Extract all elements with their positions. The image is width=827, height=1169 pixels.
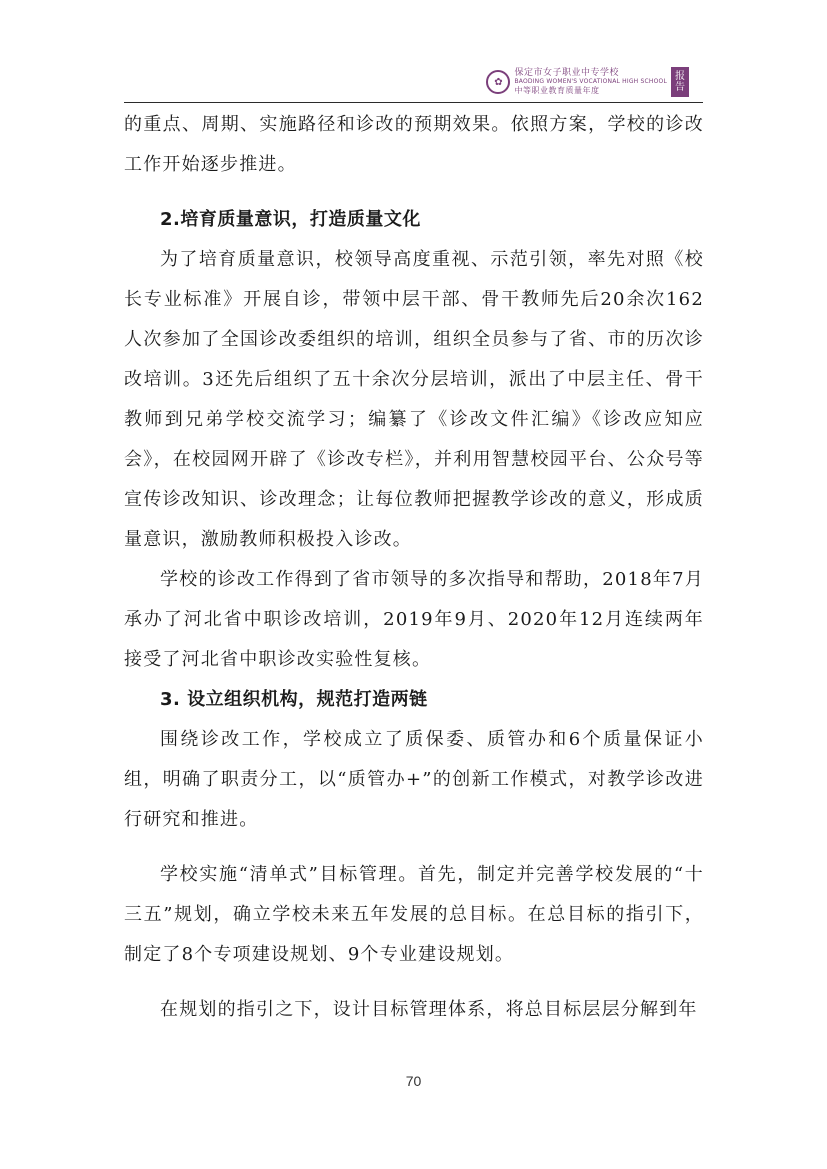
paragraph-quality-awareness: 为了培育质量意识，校领导高度重视、示范引领，率先对照《校长专业标准》开展自诊，带领中层干部、骨干教师先后20余次162人次参加了全国诊改委组织的培训，组织全员参与了省、市的历次诊改培训。3还先后组织了五十余次分层培训，派出了中层主任、骨干教师到兄弟学校交流学习；编纂了《诊改文件汇编》《诊改应知应会》，在校园网开辟了《诊改专栏》，并利用智慧校园平台、公众号等宣传诊改知识、诊改理念；让每位教师把握教学诊改的意义，形成质量意识，激励教师积极投入诊改。 xyxy=(124,249,704,550)
document-body xyxy=(124,105,704,1030)
school-emblem-icon: ✿ xyxy=(486,70,510,94)
report-label-2: 告 xyxy=(675,82,685,93)
logo-subtitle: 中等职业教育质量年度 xyxy=(514,86,600,95)
page-number: 70 xyxy=(405,1073,422,1089)
paragraph-continued: 的重点、周期、实施路径和诊改的预期效果。依照方案，学校的诊改工作开始逐步推进。 xyxy=(124,114,704,175)
paragraph-target-management: 学校实施“清单式”目标管理。首先，制定并完善学校发展的“十三五”规划，确立学校未来五年发展的总目标。在总目标的指引下，制定了8个专项建设规划、9个专业建设规划。 xyxy=(124,864,704,965)
paragraph-organization: 围绕诊改工作，学校成立了质保委、质管办和6个质量保证小组，明确了职责分工，以“质管办+”的创新工作模式，对教学诊改进行研究和推进。 xyxy=(124,729,704,830)
page-header xyxy=(124,60,703,103)
school-logo xyxy=(486,66,689,98)
report-label-1: 报 xyxy=(675,71,685,82)
section-heading-3: 3. 设立组织机构，规范打造两链 xyxy=(160,689,428,710)
paragraph-guidance: 学校的诊改工作得到了省市领导的多次指导和帮助，2018年7月承办了河北省中职诊改培训，2019年9月、2020年12月连续两年接受了河北省中职诊改实验性复核。 xyxy=(124,569,704,670)
report-badge xyxy=(671,67,689,97)
section-heading-2: 2.培育质量意识，打造质量文化 xyxy=(160,209,421,230)
logo-text-block xyxy=(514,69,667,95)
logo-school-name-en: BAODING WOMEN'S VOCATIONAL HIGH SCHOOL xyxy=(514,78,667,85)
paragraph-goal-system: 在规划的指引之下，设计目标管理体系，将总目标层层分解到年 xyxy=(160,999,698,1020)
logo-school-name-cn: 保定市女子职业中专学校 xyxy=(514,68,619,78)
